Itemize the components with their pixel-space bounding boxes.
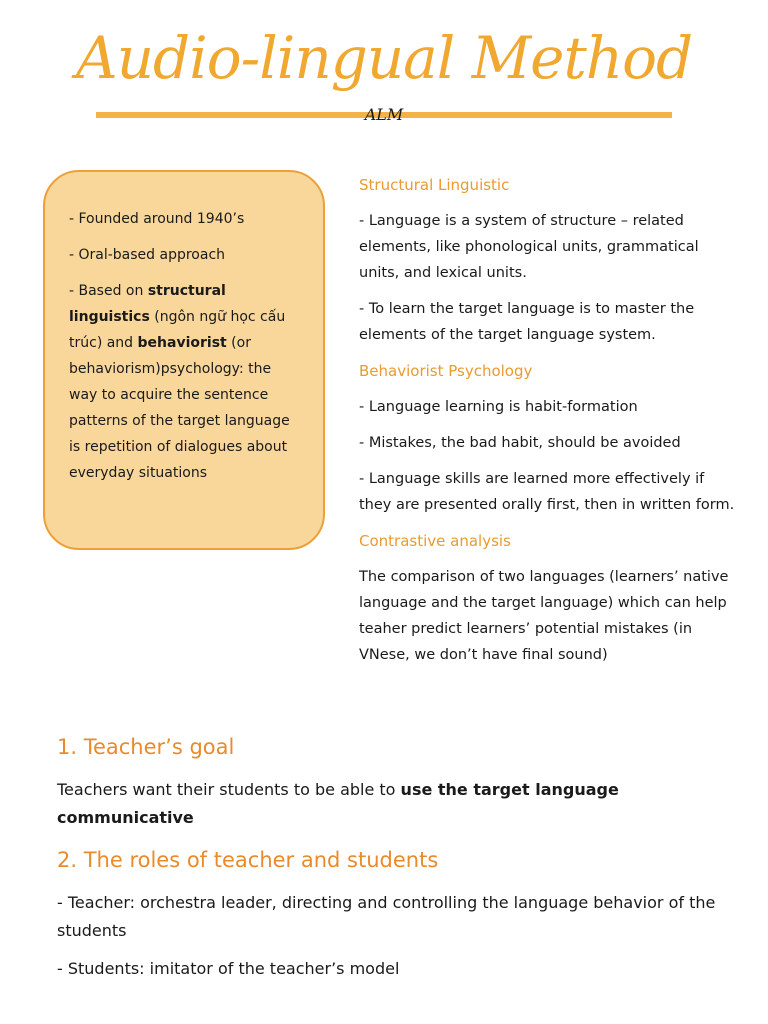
summary-basis-mid: (ngôn ngữ học cấu trúc) and	[69, 309, 286, 351]
teacher-goal-section	[57, 732, 737, 832]
teacher-goal-heading: 1. Teacher’s goal	[57, 735, 235, 759]
page-subtitle: ALM	[364, 105, 404, 124]
summary-basis-pre: - Based on	[69, 283, 148, 299]
behaviorist-heading: Behaviorist Psychology	[359, 362, 533, 380]
contrastive-heading: Contrastive analysis	[359, 532, 511, 550]
teacher-goal-text	[57, 776, 737, 832]
structural-paragraph-2: - To learn the target language is to master the elements of the target language system.	[359, 301, 695, 343]
teacher-goal-text-pre: Teachers want their students to be able to	[57, 780, 401, 799]
behaviorist-paragraph-1: - Language learning is habit-formation	[359, 399, 638, 415]
roles-students: - Students: imitator of the teacher’s model	[57, 959, 400, 978]
roles-section	[57, 845, 737, 983]
teacher-goal-text-bold: use the target language communicative	[57, 780, 619, 827]
behaviorist-paragraph-2: - Mistakes, the bad habit, should be avoided	[359, 435, 681, 451]
summary-box	[43, 170, 325, 550]
theory-column	[359, 172, 739, 678]
summary-basis-bold-structural: structural linguistics	[69, 283, 226, 325]
structural-paragraph-1: - Language is a system of structure – related elements, like phonological units, grammatical units, and lexical units.	[359, 213, 699, 281]
summary-item-basis	[69, 278, 303, 486]
structural-heading: Structural Linguistic	[359, 176, 510, 194]
summary-basis-bold-behaviorist: behaviorist	[137, 335, 227, 351]
roles-teacher: - Teacher: orchestra leader, directing and controlling the language behavior of the students	[57, 893, 716, 940]
roles-heading: 2. The roles of teacher and students	[57, 848, 439, 872]
summary-basis-post: (or behaviorism)psychology: the way to acquire the sentence patterns of the target language is repetition of dialogues about everyday situations	[69, 335, 290, 481]
page-title: Audio-lingual Method	[75, 24, 693, 92]
summary-item-oral: - Oral-based approach	[69, 247, 226, 263]
behaviorist-paragraph-3: - Language skills are learned more effectively if they are presented orally first, then in written form.	[359, 471, 735, 513]
summary-item-founded: - Founded around 1940’s	[69, 211, 245, 227]
contrastive-paragraph-1: The comparison of two languages (learners’ native language and the target language) which can help teaher predict learners’ potential mistakes (in VNese, we don’t have final sound)	[359, 569, 729, 663]
